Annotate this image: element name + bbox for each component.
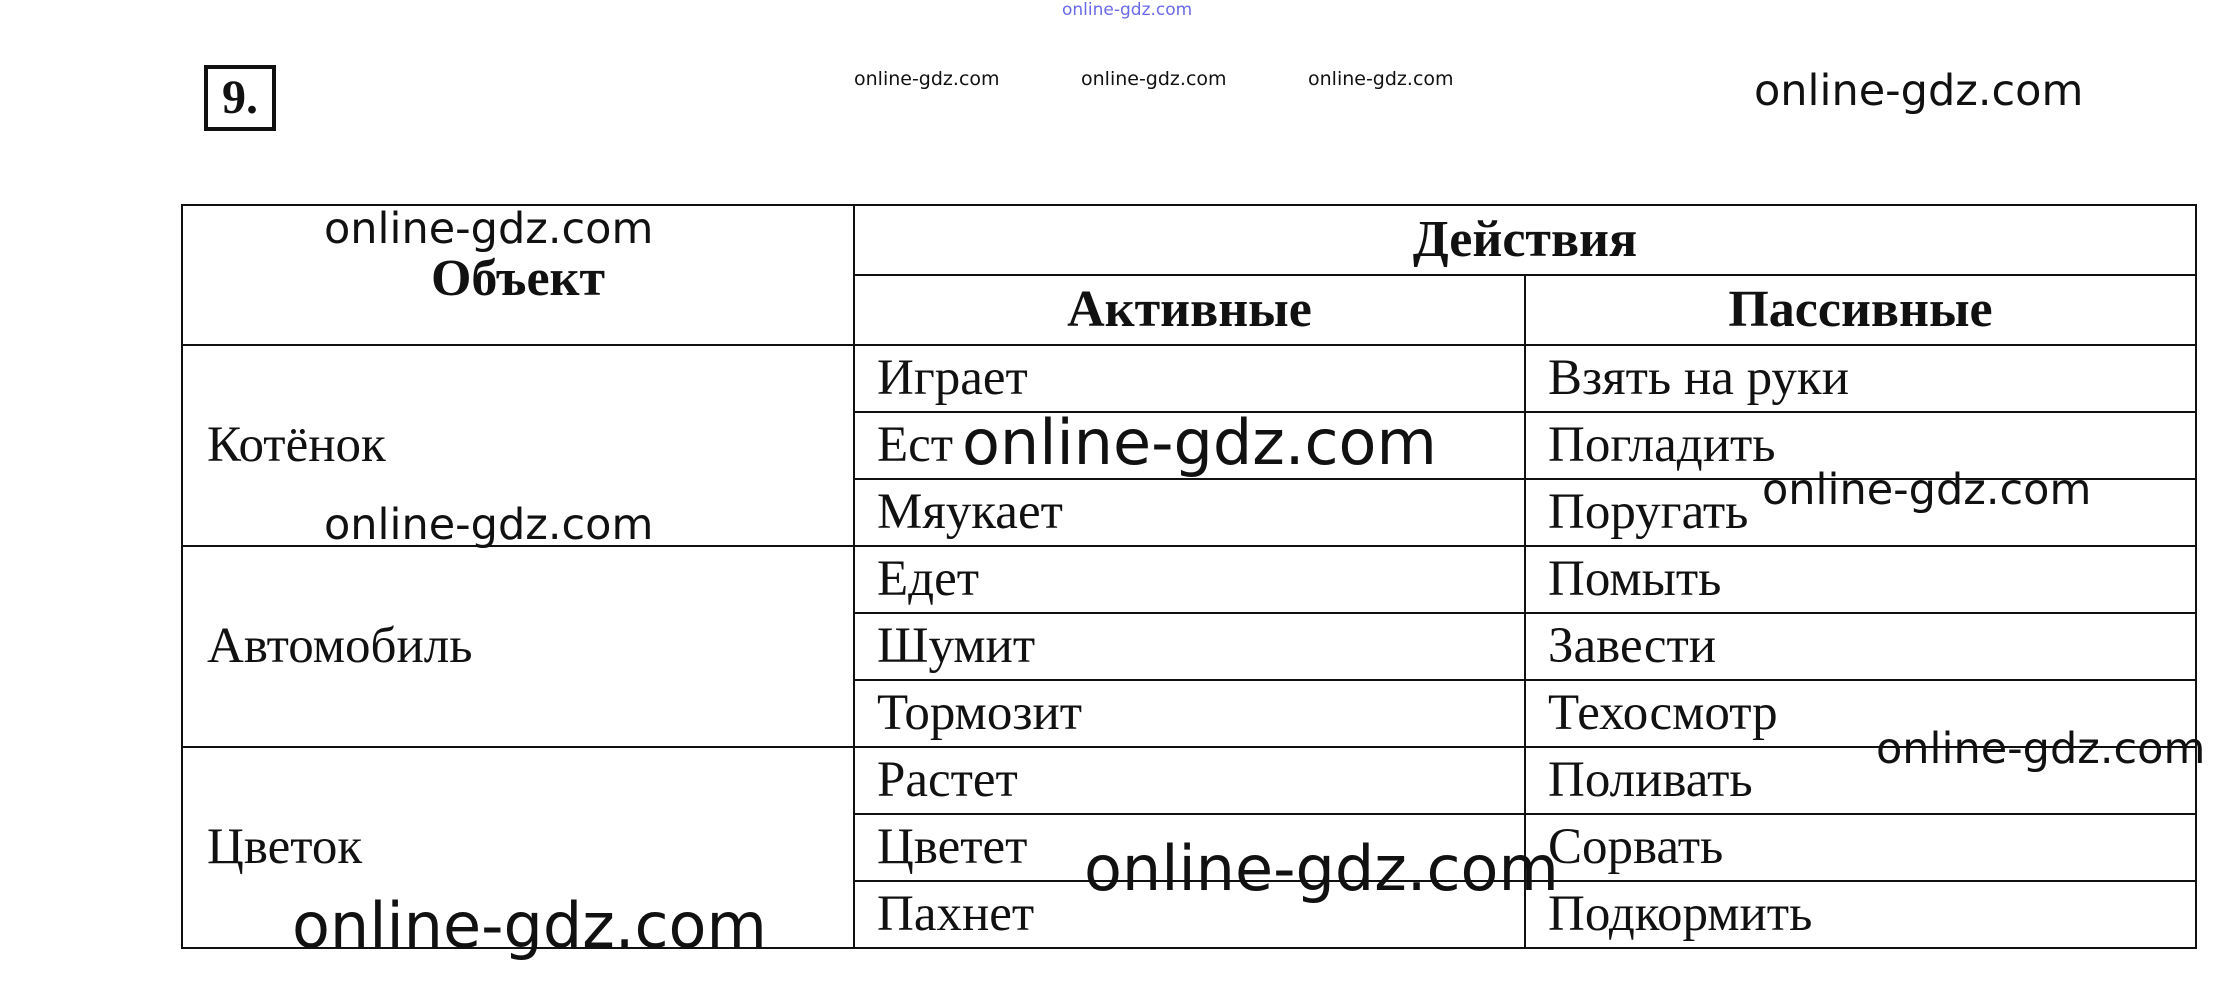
- header-passive: Пассивные: [1525, 275, 2196, 345]
- active-cell: Ест: [854, 412, 1525, 479]
- watermark-car-passive: online-gdz.com: [1876, 724, 2206, 774]
- active-cell: Пахнет: [854, 881, 1525, 948]
- header-actions: Действия: [854, 205, 2196, 275]
- active-cell: Тормозит: [854, 680, 1525, 747]
- watermark-small: online-gdz.com: [854, 68, 1000, 90]
- passive-cell: Завести: [1525, 613, 2196, 680]
- watermark-flower-object: online-gdz.com: [292, 889, 767, 962]
- active-cell: Цветет: [854, 814, 1525, 881]
- watermark-object-header: online-gdz.com: [324, 204, 654, 254]
- active-cell: Играет: [854, 345, 1525, 412]
- task-number: 9.: [204, 65, 276, 131]
- active-cell: Мяукает: [854, 479, 1525, 546]
- watermark-kitten-active: online-gdz.com: [962, 406, 1437, 479]
- header-active: Активные: [854, 275, 1525, 345]
- active-cell: Растет: [854, 747, 1525, 814]
- active-cell: Едет: [854, 546, 1525, 613]
- watermark-small: online-gdz.com: [1308, 68, 1454, 90]
- passive-cell: Сорвать: [1525, 814, 2196, 881]
- header-object-label: Объект: [430, 250, 606, 307]
- passive-cell: Техосмотр: [1525, 680, 2196, 747]
- object-cell: Котёнок: [182, 345, 854, 546]
- active-cell: Шумит: [854, 613, 1525, 680]
- watermark-header-right: online-gdz.com: [1754, 66, 2084, 116]
- table-row: [182, 345, 2196, 412]
- watermark-small: online-gdz.com: [1081, 68, 1227, 90]
- object-cell: Автомобиль: [182, 546, 854, 747]
- passive-cell: Поливать: [1525, 747, 2196, 814]
- passive-cell: Поругать: [1525, 479, 2196, 546]
- passive-cell: Погладить: [1525, 412, 2196, 479]
- watermark-top: online-gdz.com: [1062, 0, 1193, 20]
- passive-cell: Помыть: [1525, 546, 2196, 613]
- watermark-kitten-passive: online-gdz.com: [1762, 465, 2092, 515]
- passive-cell: Подкормить: [1525, 881, 2196, 948]
- watermark-kitten-cell: online-gdz.com: [324, 500, 654, 550]
- table-row: [182, 546, 2196, 613]
- watermark-flower-active: online-gdz.com: [1084, 832, 1559, 905]
- object-cell: Цветок: [182, 747, 854, 948]
- passive-cell: Взять на руки: [1525, 345, 2196, 412]
